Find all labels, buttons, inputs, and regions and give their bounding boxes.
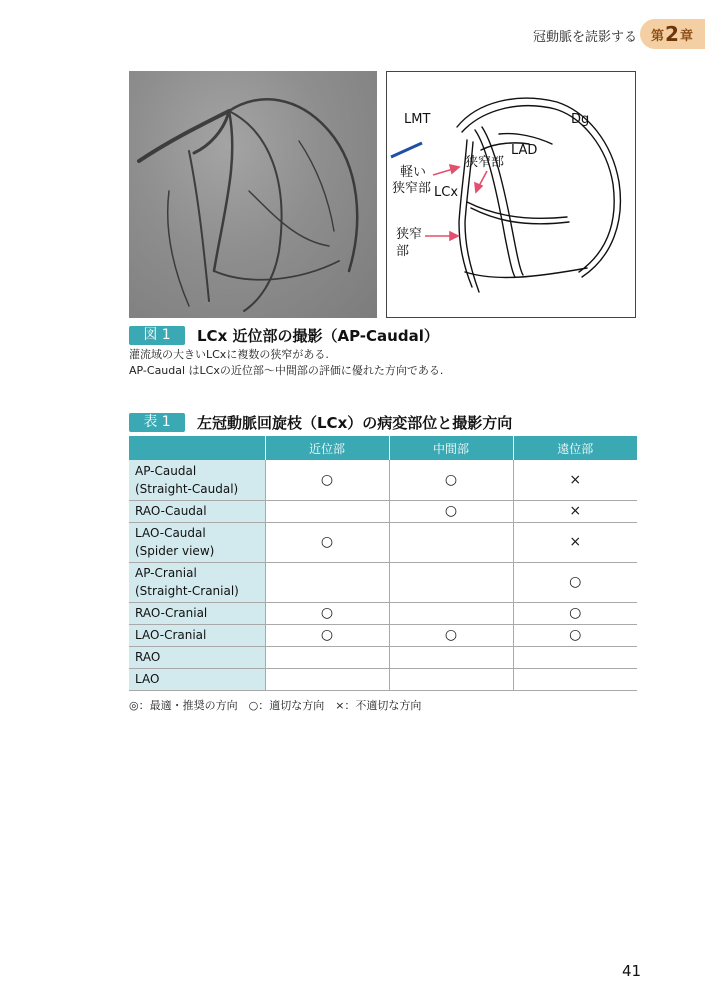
cell-proximal: ○: [265, 602, 389, 624]
row-label-line1: AP-Cranial: [135, 566, 197, 580]
table-row: [129, 460, 637, 500]
table-row: [129, 624, 637, 646]
label-stenosis-top: 狭窄部: [465, 155, 505, 170]
table-row: [129, 646, 637, 668]
schematic-diagram: [386, 71, 636, 318]
label-lad: LAD: [511, 143, 538, 158]
cell-proximal: ○: [265, 460, 389, 500]
arrowhead-low: [450, 232, 458, 240]
cell-proximal: ○: [265, 624, 389, 646]
cell-proximal: [265, 646, 389, 668]
row-label-line1: LAO-Cranial: [135, 628, 207, 642]
cell-distal: ○: [513, 624, 637, 646]
table-row: [129, 602, 637, 624]
cell-middle: [389, 668, 513, 690]
label-mild-line1: 軽い: [400, 165, 427, 180]
figure-caption-line2: AP-Caudal はLCxの近位部～中間部の評価に優れた方向である.: [129, 364, 444, 377]
label-lmt: LMT: [404, 112, 431, 127]
row-label-line2: (Straight-Caudal): [135, 481, 239, 496]
table-badge: 表 1: [129, 413, 185, 432]
cell-proximal: [265, 668, 389, 690]
table-row: [129, 562, 637, 602]
angiogram-vessels: [129, 71, 377, 318]
running-header-title: 冠動脈を読影する: [533, 30, 638, 45]
cell-distal: [513, 646, 637, 668]
row-label-line1: LAO-Caudal: [135, 526, 206, 540]
cell-proximal: ○: [265, 522, 389, 562]
cell-middle: [389, 646, 513, 668]
row-label: [129, 624, 265, 646]
label-dg: Dg: [571, 112, 590, 127]
cell-distal: ×: [513, 522, 637, 562]
cell-middle: [389, 602, 513, 624]
cell-distal: ○: [513, 562, 637, 602]
row-label: [129, 668, 265, 690]
row-label: [129, 460, 265, 500]
row-label: [129, 500, 265, 522]
table-corner: [129, 436, 265, 460]
table-header-row: [129, 436, 637, 460]
cell-middle: [389, 522, 513, 562]
row-label: [129, 602, 265, 624]
cell-proximal: [265, 500, 389, 522]
cell-proximal: [265, 562, 389, 602]
chapter-tab: [640, 19, 705, 49]
table-legend: ◎：最適・推奨の方向 ○：適切な方向 ×：不適切な方向: [129, 699, 422, 712]
chapter-suffix: 章: [679, 28, 693, 44]
page-number: 41: [622, 962, 642, 980]
cell-distal: ×: [513, 460, 637, 500]
col-middle: 中間部: [389, 436, 513, 460]
cell-middle: ○: [389, 460, 513, 500]
row-label-line2: (Straight-Cranial): [135, 584, 239, 598]
cell-distal: ×: [513, 500, 637, 522]
arrow-stenosis-top: [479, 171, 487, 186]
cell-middle: ○: [389, 500, 513, 522]
lcx-projection-table: [129, 436, 637, 691]
cell-distal: [513, 668, 637, 690]
row-label-line1: RAO: [135, 650, 161, 664]
table-title: 左冠動脈回旋枝（LCx）の病変部位と撮影方向: [197, 414, 513, 432]
cell-distal: ○: [513, 602, 637, 624]
figure-badge: 図 1: [129, 326, 185, 345]
table-row: [129, 522, 637, 562]
row-label: [129, 562, 265, 602]
table-row: [129, 668, 637, 690]
cell-middle: [389, 562, 513, 602]
chapter-prefix: 第: [651, 28, 665, 44]
label-stenosis-low-line1: 狭窄: [396, 227, 423, 242]
cell-middle: ○: [389, 624, 513, 646]
arrowhead-top: [475, 183, 482, 192]
row-label-line1: RAO-Cranial: [135, 606, 208, 620]
label-mild-line2: 狭窄部: [392, 181, 432, 196]
col-proximal: 近位部: [265, 436, 389, 460]
label-stenosis-low-line2: 部: [396, 244, 410, 259]
col-distal: 遠位部: [513, 436, 637, 460]
chapter-number: 2: [665, 22, 679, 46]
row-label: [129, 522, 265, 562]
row-label-line2: (Spider view): [135, 544, 215, 558]
table-row: [129, 500, 637, 522]
angiogram-image: [129, 71, 377, 318]
catheter-line: [391, 143, 422, 157]
figure-title: LCx 近位部の撮影（AP-Caudal）: [197, 327, 439, 345]
row-label-line1: RAO-Caudal: [135, 504, 207, 518]
arrow-mild-stenosis: [433, 169, 453, 175]
arrowhead-mild: [450, 165, 459, 173]
row-label: [129, 646, 265, 668]
figure-caption-line1: 灌流域の大きいLCxに複数の狭窄がある.: [129, 348, 329, 361]
label-lcx: LCx: [434, 185, 459, 200]
row-label-line1: AP-Caudal: [135, 463, 197, 478]
row-label-line1: LAO: [135, 672, 160, 686]
